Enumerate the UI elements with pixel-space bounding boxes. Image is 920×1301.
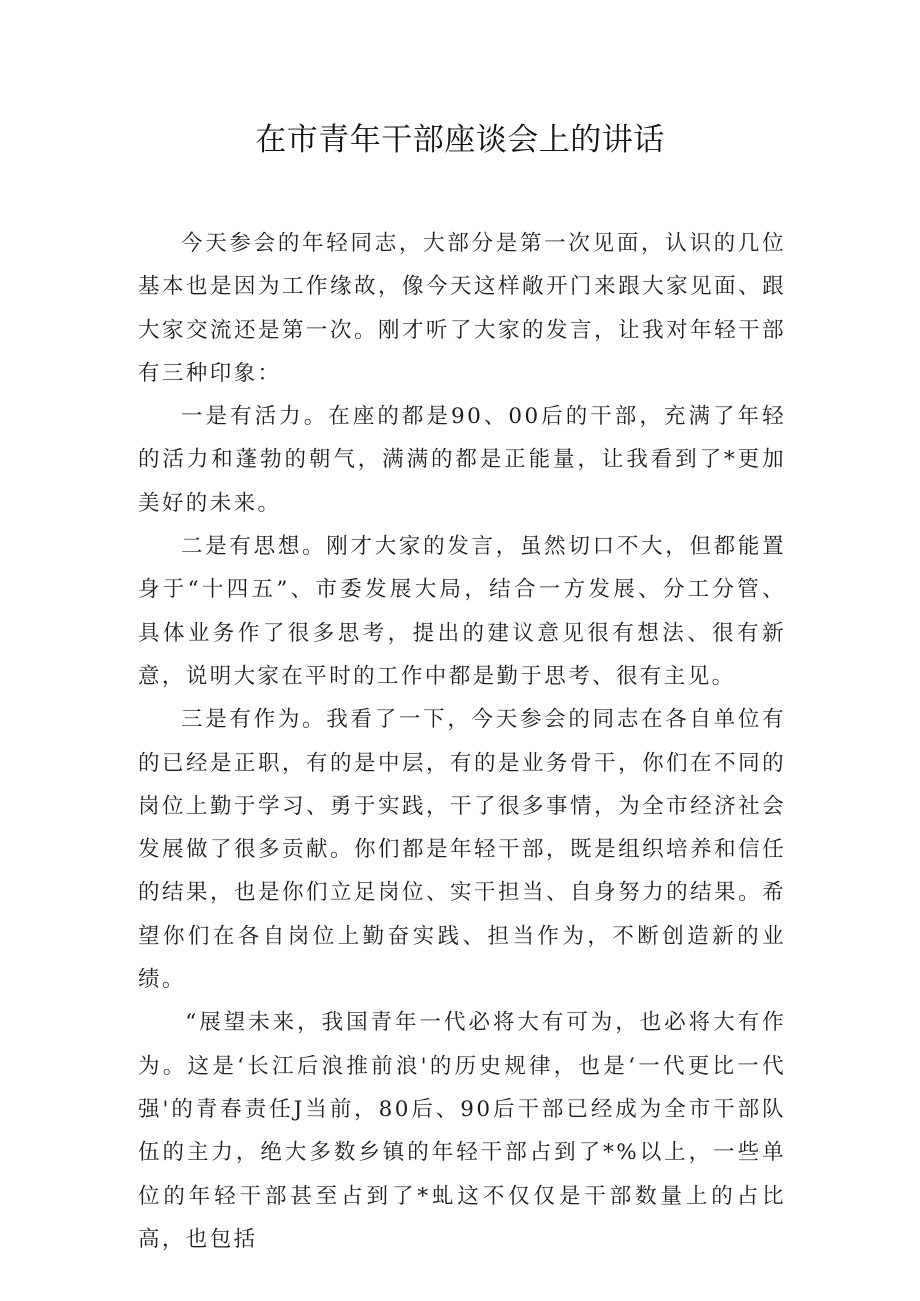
paragraph-intro: 今天参会的年轻同志，大部分是第一次见面，认识的几位基本也是因为工作缘故，像今天这样敞开门来跟大家见面、跟大家交流还是第一次。刚才听了大家的发言，让我对年轻干部有三种印象： <box>138 231 786 386</box>
document-title: 在市青年干部座谈会上的讲话 <box>255 122 665 158</box>
paragraph-vitality: 一是有活力。在座的都是90、00后的干部，充满了年轻的活力和蓬勃的朝气，满满的都是正能量，让我看到了*更加美好的未来。 <box>138 404 786 516</box>
paragraph-achievement: 三是有作为。我看了一下，今天参会的同志在各自单位有的已经是正职，有的是中层，有的是业务骨干，你们在不同的岗位上勤于学习、勇于实践，干了很多事情，为全市经济社会发展做了很多贡献。你们都是年轻干部，既是组织培养和信任的结果，也是你们立足岗位、实干担当、自身努力的结果。希望你们在各自岗位上勤奋实践、担当作为，不断创造新的业绩。 <box>138 707 786 993</box>
paragraph-outlook: “展望未来，我国青年一代必将大有可为，也必将大有作为。这是‘长江后浪推前浪'的历史规律，也是‘一代更比一代强'的青春责任J当前，80后、90后干部已经成为全市干部队伍的主力，绝大多数乡镇的年轻干部占到了*%以上，一些单位的年轻干部甚至占到了*虬这不仅仅是干部数量上的占比高，也包括 <box>138 1010 786 1252</box>
document-body <box>138 222 786 1261</box>
paragraph-thinking: 二是有思想。刚才大家的发言，虽然切口不大，但都能置身于“十四五”、市委发展大局，结合一方发展、分工分管、具体业务作了很多思考，提出的建议意见很有想法、很有新意，说明大家在平时的工作中都是勤于思考、很有主见。 <box>138 534 786 689</box>
